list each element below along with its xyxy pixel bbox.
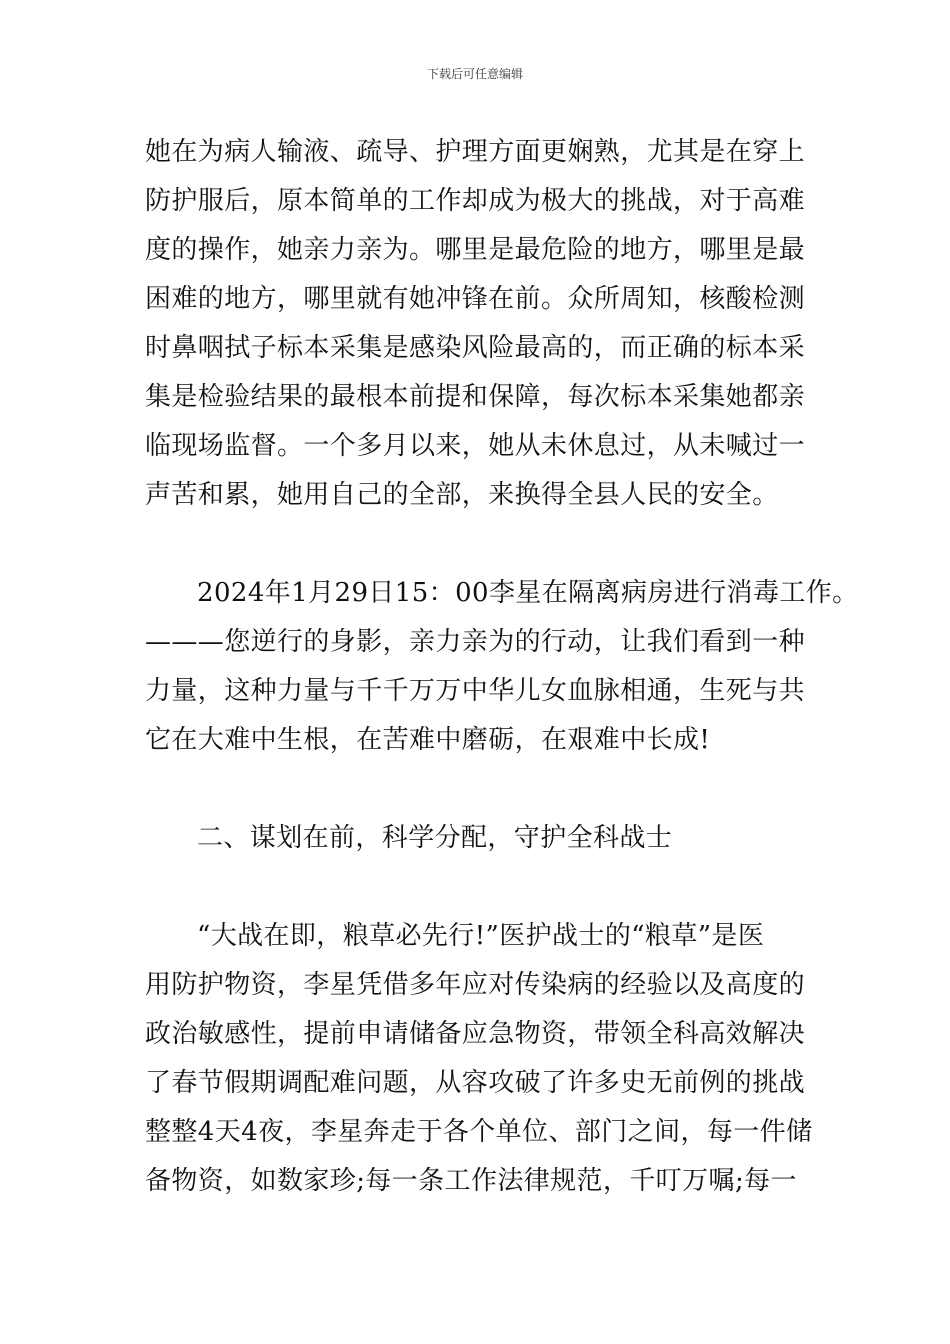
text-line: 集是检验结果的最根本前提和保障，每次标本采集她都亲 — [145, 382, 806, 412]
text-line: 困难的地方，哪里就有她冲锋在前。众所周知，核酸检测 — [145, 284, 806, 314]
page-header: 下载后可任意编辑 — [426, 67, 523, 81]
paragraph-4 — [145, 912, 813, 1206]
text-line: 声苦和累，她用自己的全部，来换得全县人民的安全。 — [145, 480, 779, 510]
text-line: 用防护物资，李星凭借多年应对传染病的经验以及高度的 — [145, 970, 806, 1000]
text-line: 它在大难中生根，在苦难中磨砺，在艰难中长成! — [145, 725, 711, 755]
text-line: 防护服后，原本简单的工作却成为极大的挑战，对于高难 — [145, 186, 806, 216]
text-line: 她在为病人输液、疏导、护理方面更娴熟，尤其是在穿上 — [145, 137, 806, 167]
paragraph-2 — [145, 569, 859, 765]
text-line: “大战在即，粮草必先行!”医护战士的“粮草”是医 — [197, 921, 765, 951]
text-line: 政治敏感性，提前申请储备应急物资，带领全科高效解决 — [145, 1019, 806, 1049]
text-line: 整整4天4夜，李星奔走于各个单位、部门之间，每一件储 — [145, 1117, 813, 1147]
text-line: 时鼻咽拭子标本采集是感染风险最高的，而正确的标本采 — [145, 333, 806, 363]
text-line: 力量，这种力量与千千万万中华儿女血脉相通，生死与共 — [145, 676, 806, 706]
paragraph-1 — [145, 128, 810, 520]
document-body — [145, 128, 859, 1206]
section-heading — [145, 814, 810, 863]
paragraph-gap — [145, 765, 810, 814]
text-line: 度的操作，她亲力亲为。哪里是最危险的地方，哪里是最 — [145, 235, 806, 265]
text-line: 了春节假期调配难问题，从容攻破了许多史无前例的挑战 — [145, 1068, 806, 1098]
text-line: ———您逆行的身影，亲力亲为的行动，让我们看到一种 — [145, 627, 806, 657]
paragraph-gap — [145, 520, 810, 569]
text-line: 备物资，如数家珍;每一条工作法律规范，千叮万嘱;每一 — [145, 1166, 797, 1196]
text-line: 2024年1月29日15：00李星在隔离病房进行消毒工作。 — [197, 578, 859, 608]
text-line: 临现场监督。一个多月以来，她从未休息过，从未喊过一 — [145, 431, 806, 461]
section-heading-text: 二、谋划在前，科学分配，守护全科战士 — [197, 823, 673, 853]
paragraph-gap — [145, 863, 810, 912]
